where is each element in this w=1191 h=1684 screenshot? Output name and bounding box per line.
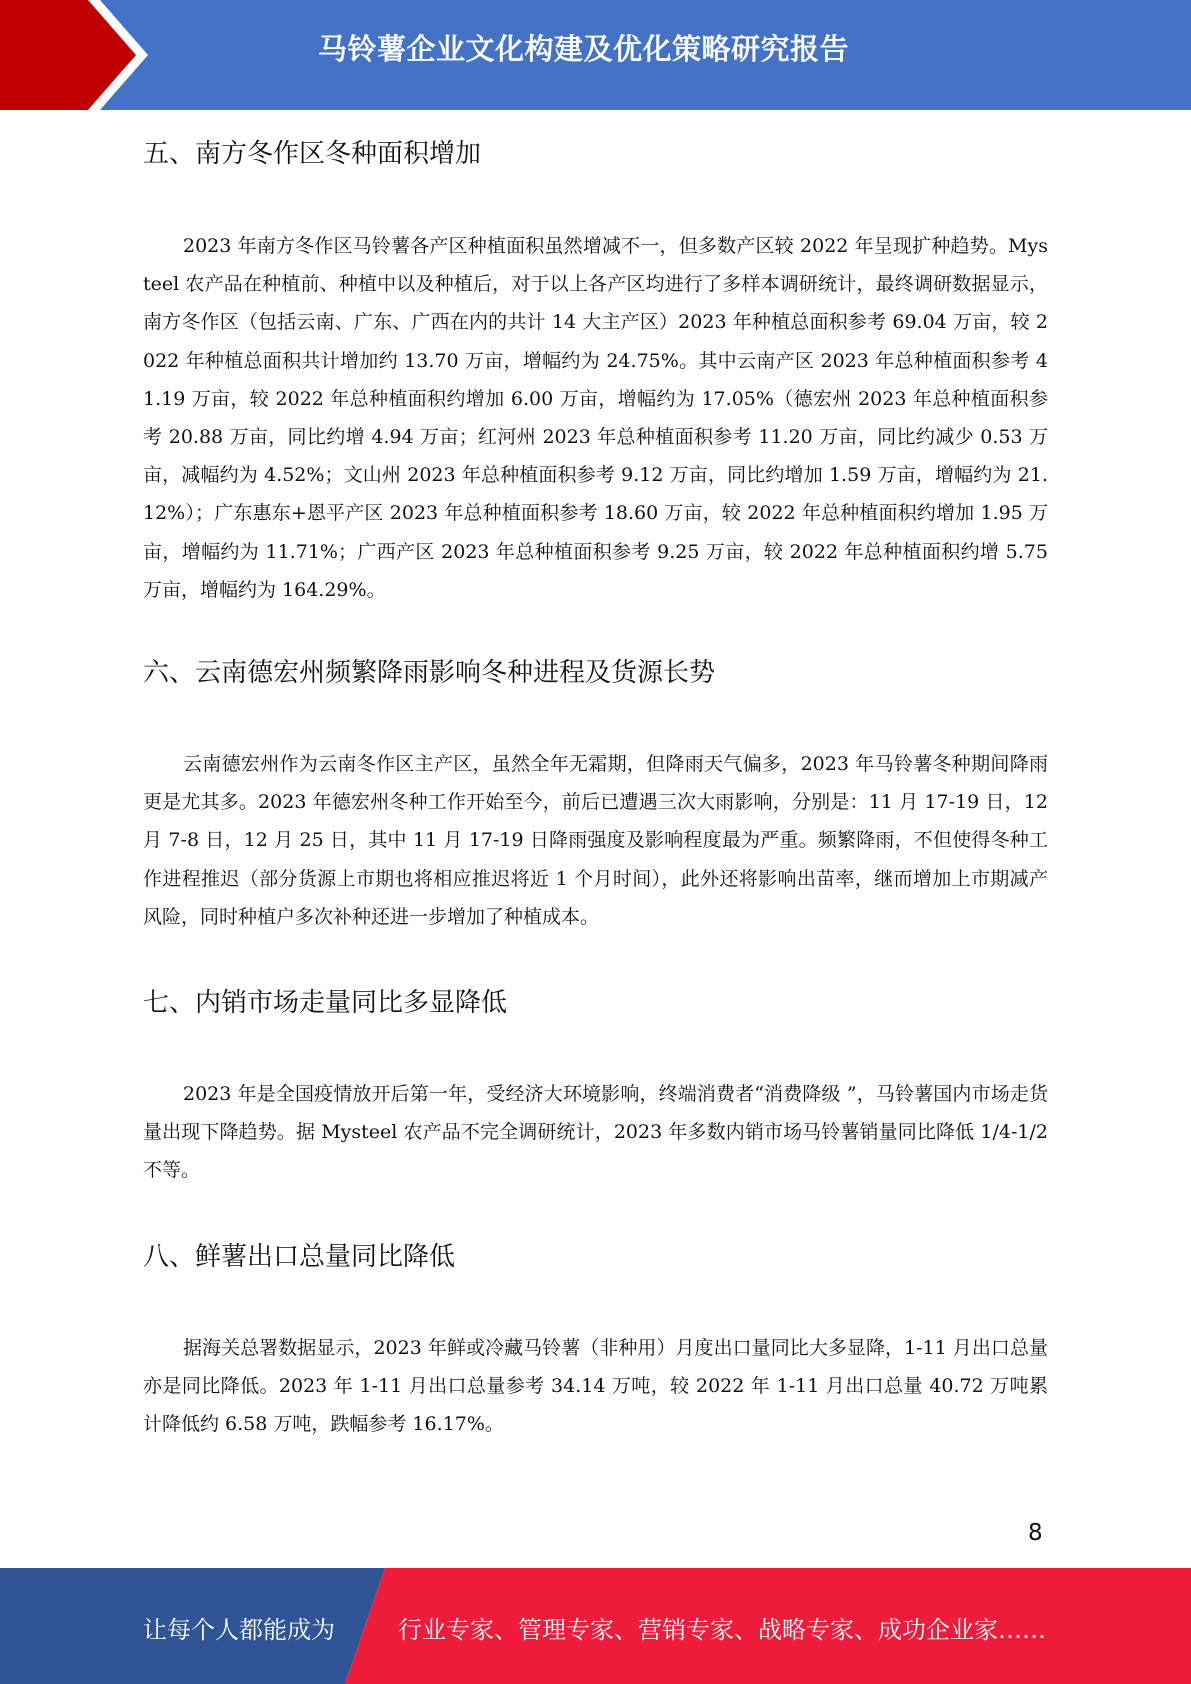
page-footer bbox=[0, 1568, 1191, 1684]
page-header bbox=[0, 0, 1191, 110]
section-heading: 七、内销市场走量同比多显降低 bbox=[143, 988, 508, 1018]
section-paragraph: 2023 年是全国疫情放开后第一年，受经济大环境影响，终端消费者“消费降级 ”，马铃薯国内市场走货量出现下降趋势。据 Mysteel 农产品不完全调研统计，2023 年多数内销市场马铃薯销量同比降低 1/4-1/2 不等。 bbox=[143, 1083, 1048, 1182]
section-paragraph: 据海关总署数据显示，2023 年鲜或冷藏马铃薯（非种用）月度出口量同比大多显降，1-11 月出口总量亦是同比降低。2023 年 1-11 月出口总量参考 34.14 万吨，较 2022 年 1-11 月出口总量 40.72 万吨累计降低约 6.58 万吨，跌幅参考 16.17%。 bbox=[143, 1337, 1048, 1436]
section-heading: 六、云南德宏州频繁降雨影响冬种进程及货源长势 bbox=[143, 658, 716, 688]
header-arrow-decoration bbox=[0, 0, 160, 110]
section-paragraph: 2023 年南方冬作区马铃薯各产区种植面积虽然增减不一，但多数产区较 2022 年呈现扩种趋势。Mysteel 农产品在种植前、种植中以及种植后，对于以上各产区均进行了多样本调研统计，最终调研数据显示，南方冬作区（包括云南、广东、广西在内的共计 14 大主产区）2023 年种植总面积参考 69.04 万亩，较 2022 年种植总面积共计增加约 13.70 万亩，增幅约为 24.75%。其中云南产区 2023 年总种植面积参考 41.19 万亩，较 2022 年总种植面积约增加 6.00 万亩，增幅约为 17.05%（德宏州 2023 年总种植面积参考 20.88 万亩，同比约增 4.94 万亩；红河州 2023 年总种植面积参考 11.20 万亩，同比约减少 0.53 万亩，减幅约为 4.52%；文山州 2023 年总种植面积参考 9.12 万亩，同比约增加 1.59 万亩，增幅约为 21.12%）；广东惠东+恩平产区 2023 年总种植面积参考 18.60 万亩，较 2022 年总种植面积约增加 1.95 万亩，增幅约为 11.71%；广西产区 2023 年总种植面积参考 9.25 万亩，较 2022 年总种植面积约增 5.75 万亩，增幅约为 164.29%。 bbox=[143, 235, 1048, 601]
page-number: 8 bbox=[1028, 1520, 1043, 1546]
footer-slogan-left: 让每个人都能成为 bbox=[143, 1616, 335, 1644]
section-heading: 五、南方冬作区冬种面积增加 bbox=[143, 139, 482, 169]
header-title: 马铃薯企业文化构建及优化策略研究报告 bbox=[318, 32, 850, 66]
section-heading: 八、鲜薯出口总量同比降低 bbox=[143, 1242, 456, 1272]
section-paragraph: 云南德宏州作为云南冬作区主产区，虽然全年无霜期，但降雨天气偏多，2023 年马铃薯冬种期间降雨更是尤其多。2023 年德宏州冬种工作开始至今，前后已遭遇三次大雨影响，分别是：11 月 17-19 日，12 月 7-8 日，12 月 25 日，其中 11 月 17-19 日降雨强度及影响程度最为严重。频繁降雨，不但使得冬种工作进程推迟（部分货源上市期也将相应推迟将近 1 个月时间），此外还将影响出苗率，继而增加上市期减产风险，同时种植户多次补种还进一步增加了种植成本。 bbox=[143, 753, 1048, 928]
footer-slogan-right: 行业专家、管理专家、营销专家、战略专家、成功企业家…… bbox=[398, 1616, 1046, 1644]
